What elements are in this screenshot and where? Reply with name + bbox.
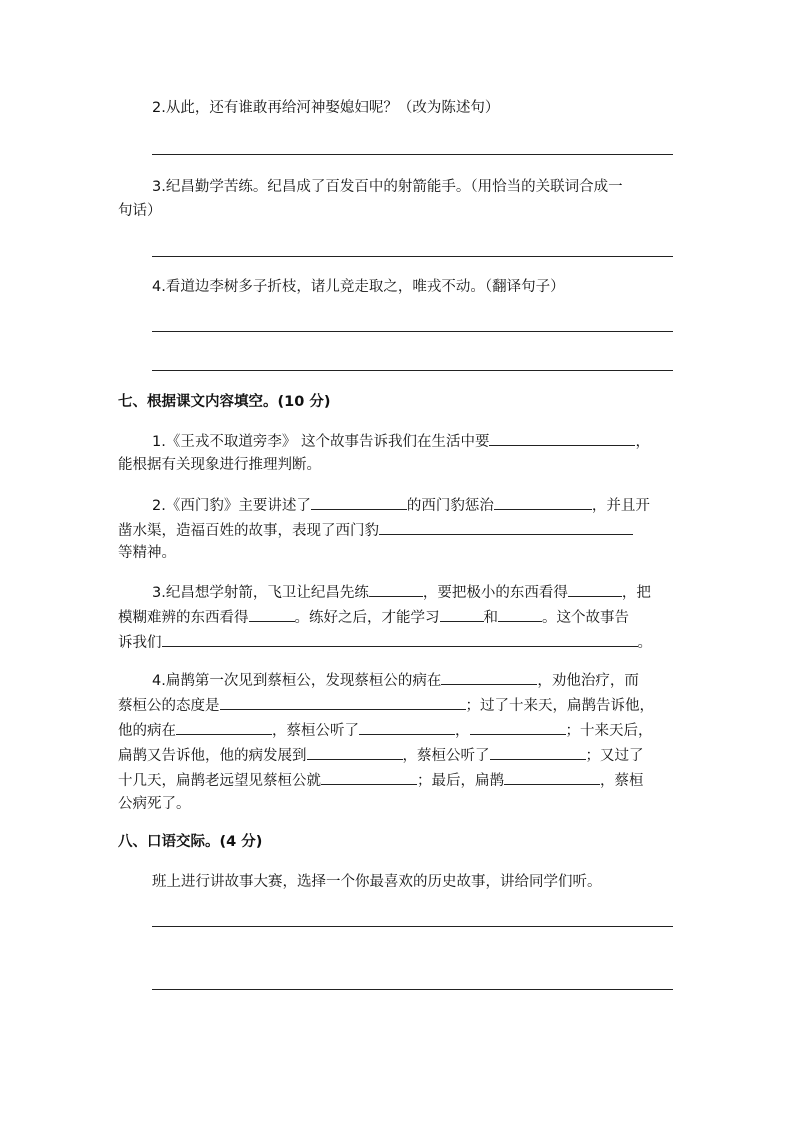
fill-blank[interactable]	[249, 606, 295, 622]
question-6-3-line2: 句话）	[118, 203, 162, 219]
answer-line[interactable]	[152, 989, 673, 990]
answer-line[interactable]	[152, 926, 673, 927]
question-7-1-line1: 1.《王戎不取道旁李》 这个故事告诉我们在生活中要 ，	[152, 430, 650, 452]
fill-blank[interactable]	[494, 494, 592, 510]
question-7-3-line2: 模糊难辨的东西看得 。练好之后，才能学习 和 。这个故事告	[118, 606, 629, 628]
question-7-2-line3: 等精神。	[118, 545, 176, 561]
question-7-2-line1: 2.《西门豹》主要讲述了 的西门豹惩治 ，并且开	[152, 494, 650, 516]
question-7-4-line4: 扁鹊又告诉他，他的病发展到 ，蔡桓公听了 ；又过了	[118, 744, 644, 766]
fill-blank[interactable]	[359, 719, 455, 735]
section-8-title: 八、口语交际。(4 分)	[118, 834, 263, 850]
fill-blank[interactable]	[498, 606, 542, 622]
question-7-1-line2: 能根据有关现象进行推理判断。	[118, 457, 321, 473]
question-6-4: 4.看道边李树多子折枝，诸儿竞走取之，唯戎不动。（翻译句子）	[152, 279, 565, 295]
answer-line[interactable]	[152, 370, 673, 371]
question-6-2: 2.从此，还有谁敢再给河神娶媳妇呢？（改为陈述句）	[152, 100, 500, 116]
answer-line[interactable]	[152, 256, 673, 257]
question-7-3-line1: 3.纪昌想学射箭，飞卫让纪昌先练 ，要把极小的东西看得 ，把	[152, 581, 651, 603]
question-7-4-line2: 蔡桓公的态度是 ；过了十来天，扁鹊告诉他，	[118, 694, 654, 716]
section-8-prompt: 班上进行讲故事大赛，选择一个你最喜欢的历史故事，讲给同学们听。	[152, 874, 602, 890]
question-6-3-line1: 3.纪昌勤学苦练。纪昌成了百发百中的射箭能手。（用恰当的关联词合成一	[152, 179, 623, 195]
answer-line[interactable]	[152, 331, 673, 332]
fill-blank[interactable]	[162, 631, 638, 647]
fill-blank[interactable]	[441, 669, 537, 685]
fill-blank[interactable]	[220, 694, 466, 710]
question-7-2-line2: 凿水渠，造福百姓的故事，表现了西门豹	[118, 519, 633, 541]
fill-blank[interactable]	[321, 769, 417, 785]
fill-blank[interactable]	[470, 719, 566, 735]
fill-blank[interactable]	[568, 581, 622, 597]
question-7-4-line5: 十几天，扁鹊老远望见蔡桓公就 ；最后，扁鹊 ，蔡桓	[118, 769, 644, 791]
fill-blank[interactable]	[307, 744, 403, 760]
fill-blank[interactable]	[490, 744, 586, 760]
question-7-4-line1: 4.扁鹊第一次见到蔡桓公，发现蔡桓公的病在 ，劝他治疗，而	[152, 669, 639, 691]
question-7-3-line3: 诉我们 。	[118, 631, 652, 653]
fill-blank[interactable]	[489, 430, 635, 446]
fill-blank[interactable]	[176, 719, 272, 735]
fill-blank[interactable]	[369, 581, 423, 597]
fill-blank[interactable]	[311, 494, 407, 510]
question-7-4-line6: 公病死了。	[118, 796, 191, 812]
answer-line[interactable]	[152, 154, 673, 155]
fill-blank[interactable]	[504, 769, 600, 785]
fill-blank[interactable]	[379, 519, 633, 535]
section-7-title: 七、根据课文内容填空。(10 分)	[118, 394, 331, 410]
question-7-4-line3: 他的病在 ，蔡桓公听了 ， ；十来天后，	[118, 719, 653, 741]
fill-blank[interactable]	[440, 606, 484, 622]
